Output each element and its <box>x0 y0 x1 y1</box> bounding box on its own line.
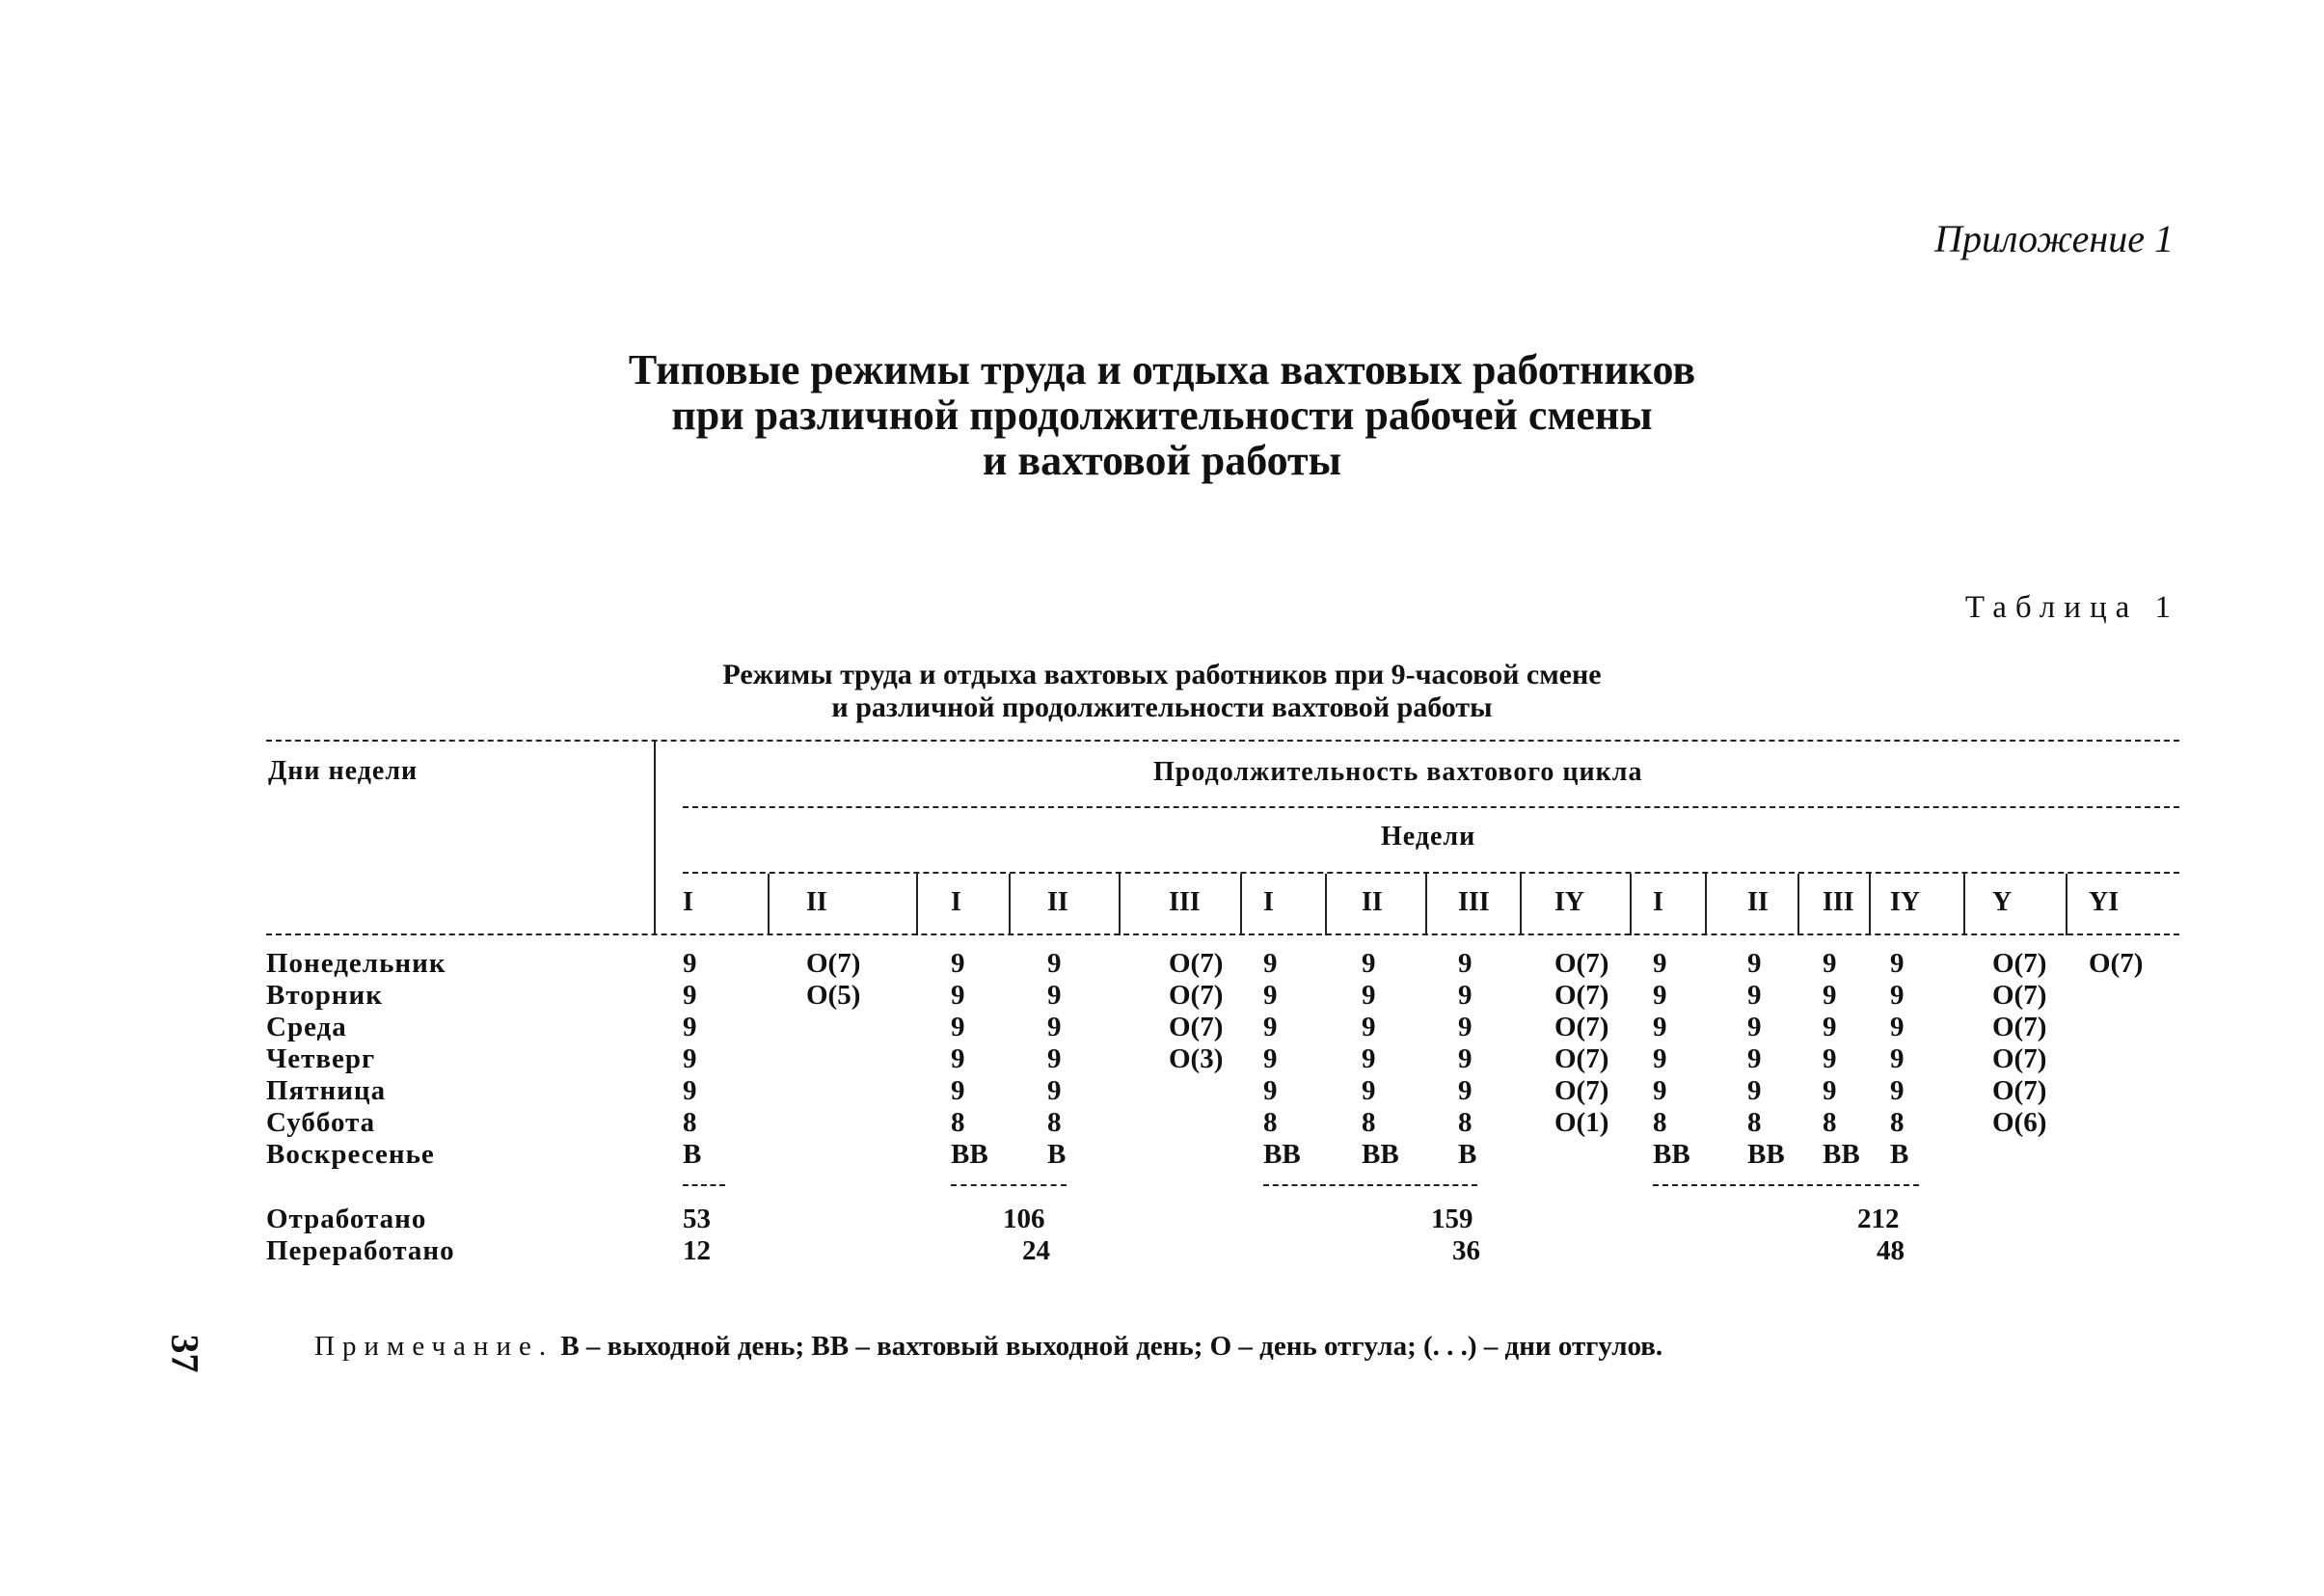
weeks-rule <box>683 872 2179 874</box>
schedule-cell: 9 <box>1263 948 1278 979</box>
week-divider <box>1119 874 1121 935</box>
schedule-cell: 9 <box>1823 948 1837 979</box>
schedule-cell: О(5) <box>806 980 861 1011</box>
schedule-cell: 9 <box>1362 1043 1376 1074</box>
schedule-cell: 9 <box>951 980 965 1011</box>
day-label: Суббота <box>266 1107 376 1138</box>
week-divider <box>1009 874 1011 935</box>
week-number: IY <box>1554 887 1585 917</box>
week-number: I <box>683 887 693 917</box>
schedule-cell: О(1) <box>1554 1107 1609 1138</box>
week-divider <box>1240 874 1242 935</box>
schedule-cell: 9 <box>683 1075 697 1106</box>
cycle-header: Продолжительность вахтового цикла <box>1153 757 1643 787</box>
schedule-cell: ВВ <box>1362 1139 1399 1170</box>
schedule-cell: 9 <box>1890 1075 1905 1106</box>
footnote <box>314 1331 1662 1363</box>
worked-label: Отработано <box>266 1204 427 1234</box>
schedule-cell: 8 <box>1653 1107 1667 1138</box>
week-number: II <box>1047 887 1068 917</box>
schedule-cell: О(7) <box>1992 980 2047 1011</box>
schedule-cell: 9 <box>683 1012 697 1042</box>
week-divider <box>1520 874 1522 935</box>
overtime-total: 12 <box>683 1235 711 1266</box>
schedule-cell: 9 <box>683 1043 697 1074</box>
footnote-label: Примечание. <box>314 1331 554 1362</box>
schedule-cell: 9 <box>1823 1075 1837 1106</box>
header-bottom-rule <box>266 933 2179 935</box>
schedule-cell: 9 <box>1823 1012 1837 1042</box>
schedule-cell: В <box>1047 1139 1067 1170</box>
day-label: Вторник <box>266 980 383 1011</box>
title-line: при различной продолжительности рабочей смены <box>671 392 1653 439</box>
week-number: II <box>806 887 827 917</box>
title-line: и вахтовой работы <box>982 437 1342 484</box>
schedule-cell: 9 <box>1890 980 1905 1011</box>
schedule-cell: О(6) <box>1992 1107 2047 1138</box>
week-number: Y <box>1992 887 2013 917</box>
week-divider <box>1797 874 1799 935</box>
worked-total: 53 <box>683 1204 711 1234</box>
week-number: III <box>1823 887 1854 917</box>
week-number: II <box>1362 887 1383 917</box>
schedule-cell: 9 <box>1653 980 1667 1011</box>
overtime-total: 36 <box>1452 1235 1480 1266</box>
title-line: Типовые режимы труда и отдыха вахтовых работников <box>628 346 1696 393</box>
subtotal-rule <box>683 1184 725 1186</box>
schedule-cell: 8 <box>951 1107 965 1138</box>
schedule-cell: 9 <box>1263 1043 1278 1074</box>
schedule-cell: 9 <box>1890 1012 1905 1042</box>
schedule-cell: О(7) <box>1554 1075 1609 1106</box>
schedule-cell: О(7) <box>1992 1043 2047 1074</box>
schedule-cell: 9 <box>1890 948 1905 979</box>
schedule-cell: 9 <box>951 948 965 979</box>
schedule-cell: 9 <box>1747 1012 1762 1042</box>
schedule-cell: 9 <box>1747 1043 1762 1074</box>
week-divider <box>916 874 918 935</box>
week-divider <box>2066 874 2067 935</box>
week-number: III <box>1458 887 1490 917</box>
week-number: I <box>1653 887 1663 917</box>
schedule-cell: 9 <box>1458 1075 1473 1106</box>
schedule-cell: 9 <box>1823 980 1837 1011</box>
week-number: I <box>1263 887 1274 917</box>
week-divider <box>1705 874 1707 935</box>
schedule-cell: 9 <box>1047 1043 1062 1074</box>
worked-total: 212 <box>1857 1204 1900 1234</box>
schedule-cell: 9 <box>1047 948 1062 979</box>
schedule-cell: 9 <box>1890 1043 1905 1074</box>
schedule-cell: ВВ <box>1823 1139 1860 1170</box>
schedule-cell: 9 <box>1362 1075 1376 1106</box>
schedule-cell: 9 <box>1458 980 1473 1011</box>
schedule-cell: 9 <box>683 980 697 1011</box>
schedule-cell: О(7) <box>1169 1012 1224 1042</box>
schedule-cell: 9 <box>1362 948 1376 979</box>
schedule-cell: 9 <box>1653 948 1667 979</box>
week-divider <box>1425 874 1427 935</box>
document-title <box>0 347 2324 483</box>
schedule-cell: О(7) <box>1992 1075 2047 1106</box>
subtotal-rule <box>1653 1184 1919 1186</box>
schedule-cell: 9 <box>1362 980 1376 1011</box>
schedule-cell: О(7) <box>806 948 861 979</box>
page-number: 37 <box>163 1334 207 1373</box>
schedule-cell: ВВ <box>951 1139 988 1170</box>
schedule-cell: 9 <box>1263 1012 1278 1042</box>
schedule-cell: 9 <box>1263 980 1278 1011</box>
schedule-cell: 9 <box>951 1075 965 1106</box>
overtime-total: 48 <box>1877 1235 1905 1266</box>
schedule-cell: О(7) <box>1992 948 2047 979</box>
schedule-cell: 9 <box>1823 1043 1837 1074</box>
schedule-cell: 9 <box>1747 1075 1762 1106</box>
week-divider <box>1325 874 1327 935</box>
week-number: III <box>1169 887 1201 917</box>
schedule-cell: О(7) <box>1169 980 1224 1011</box>
table-title-line: Режимы труда и отдыха вахтовых работников при 9-часовой смене <box>722 659 1602 690</box>
week-divider <box>768 874 770 935</box>
week-number: IY <box>1890 887 1921 917</box>
worked-total: 159 <box>1431 1204 1473 1234</box>
schedule-cell: 8 <box>683 1107 697 1138</box>
schedule-cell: 8 <box>1263 1107 1278 1138</box>
schedule-cell: 9 <box>951 1043 965 1074</box>
schedule-cell: О(7) <box>2089 948 2144 979</box>
worked-total: 106 <box>1003 1204 1045 1234</box>
footnote-text: В – выходной день; ВВ – вахтовый выходной день; О – день отгула; (. . .) – дни отгулов. <box>560 1331 1663 1362</box>
schedule-cell: 9 <box>1653 1043 1667 1074</box>
subtotal-rule <box>1263 1184 1477 1186</box>
schedule-cell: 9 <box>1047 1012 1062 1042</box>
overtime-total: 24 <box>1022 1235 1050 1266</box>
week-divider <box>1869 874 1871 935</box>
week-divider <box>1963 874 1965 935</box>
schedule-cell: 8 <box>1747 1107 1762 1138</box>
schedule-cell: 9 <box>1263 1075 1278 1106</box>
schedule-cell: 9 <box>1458 1043 1473 1074</box>
schedule-cell: 8 <box>1362 1107 1376 1138</box>
schedule-cell: 9 <box>1747 980 1762 1011</box>
table-number: Таблица 1 <box>1964 590 2179 625</box>
schedule-cell: 9 <box>1362 1012 1376 1042</box>
schedule-cell: ВВ <box>1263 1139 1301 1170</box>
week-number: I <box>951 887 961 917</box>
schedule-cell: 9 <box>1653 1012 1667 1042</box>
day-label: Четверг <box>266 1043 376 1074</box>
schedule-cell: 8 <box>1458 1107 1473 1138</box>
day-label: Среда <box>266 1012 347 1042</box>
schedule-cell: В <box>683 1139 702 1170</box>
schedule-cell: 9 <box>1458 1012 1473 1042</box>
week-number: II <box>1747 887 1769 917</box>
overtime-label: Переработано <box>266 1235 455 1266</box>
schedule-cell: В <box>1458 1139 1477 1170</box>
week-number: YI <box>2089 887 2120 917</box>
table-top-rule <box>266 740 2179 742</box>
schedule-cell: О(7) <box>1169 948 1224 979</box>
cycle-rule <box>683 806 2179 808</box>
day-label: Понедельник <box>266 948 446 979</box>
week-divider <box>1630 874 1632 935</box>
schedule-cell: ВВ <box>1653 1139 1690 1170</box>
schedule-cell: В <box>1890 1139 1909 1170</box>
schedule-cell: О(7) <box>1554 948 1609 979</box>
days-column-header: Дни недели <box>268 756 419 786</box>
schedule-cell: 9 <box>683 948 697 979</box>
schedule-cell: ВВ <box>1747 1139 1785 1170</box>
schedule-cell: 9 <box>951 1012 965 1042</box>
schedule-cell: 8 <box>1047 1107 1062 1138</box>
day-label: Пятница <box>266 1075 387 1106</box>
table-title <box>0 659 2324 724</box>
weeks-header: Недели <box>1381 822 1476 852</box>
subtotal-rule <box>951 1184 1067 1186</box>
schedule-cell: О(7) <box>1554 1043 1609 1074</box>
schedule-cell: 9 <box>1458 948 1473 979</box>
schedule-cell: О(7) <box>1554 980 1609 1011</box>
schedule-cell: О(3) <box>1169 1043 1224 1074</box>
appendix-label: Приложение 1 <box>1934 217 2174 260</box>
schedule-cell: 9 <box>1747 948 1762 979</box>
schedule-cell: 9 <box>1047 1075 1062 1106</box>
day-label: Воскресенье <box>266 1139 435 1170</box>
schedule-cell: 9 <box>1653 1075 1667 1106</box>
schedule-cell: О(7) <box>1554 1012 1609 1042</box>
days-column-divider <box>654 740 656 935</box>
table-title-line: и различной продолжительности вахтовой работы <box>831 691 1493 723</box>
schedule-cell: 8 <box>1823 1107 1837 1138</box>
schedule-cell: 9 <box>1047 980 1062 1011</box>
schedule-cell: О(7) <box>1992 1012 2047 1042</box>
schedule-cell: 8 <box>1890 1107 1905 1138</box>
